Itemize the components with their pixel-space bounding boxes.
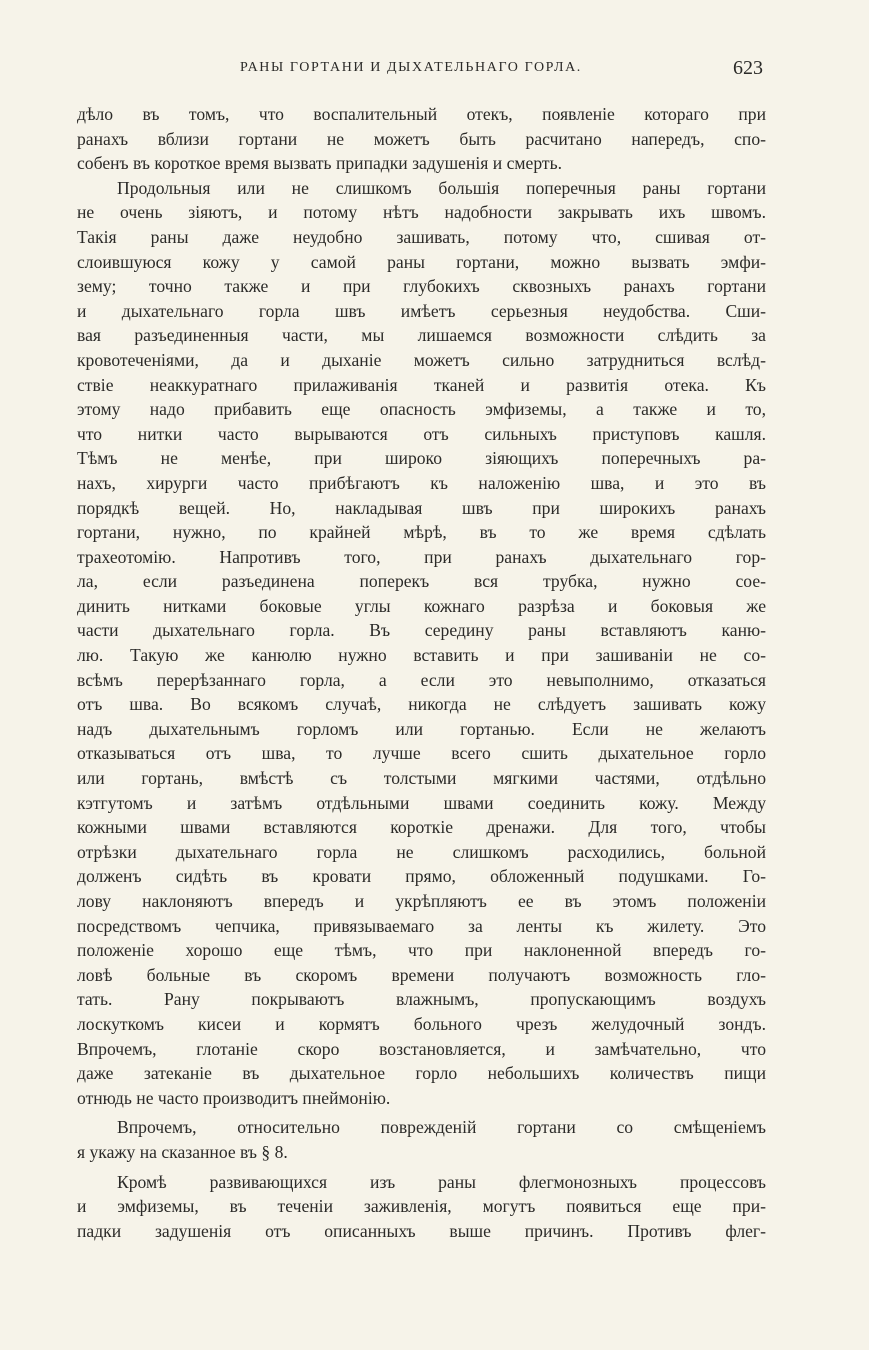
text-line: нахъ, хирурги часто прибѣгаютъ къ наложенію шва, и это въ xyxy=(77,472,766,493)
text-line: долженъ сидѣть въ кровати прямо, обложенный подушками. Го- xyxy=(77,866,766,887)
text-line: Впрочемъ, глотаніе скоро возстановляется, и замѣчательно, что xyxy=(77,1038,766,1059)
text-line: ловѣ больные въ скоромъ времени получаютъ возможность гло- xyxy=(77,964,766,985)
page-number: 623 xyxy=(733,57,763,79)
text-line: Такія раны даже неудобно зашивать, потому что, сшивая от- xyxy=(77,226,766,247)
text-line: отъ шва. Во всякомъ случаѣ, никогда не слѣдуетъ зашивать кожу xyxy=(77,694,766,715)
text-line: собенъ въ короткое время вызвать припадки задушенія и смерть. xyxy=(77,153,563,174)
text-line: Впрочемъ, относительно поврежденій гортани со смѣщеніемъ xyxy=(117,1117,766,1138)
text-line: отказываться отъ шва, то лучше всего сшить дыхательное горло xyxy=(77,743,766,764)
text-line: отнюдь не часто производитъ пнеймонію. xyxy=(77,1087,391,1108)
text-line: я укажу на сказанное въ § 8. xyxy=(77,1141,288,1162)
text-line: и эмфиземы, въ теченіи заживленія, могутъ появиться еще при- xyxy=(77,1196,766,1217)
text-line: положеніе хорошо еще тѣмъ, что при наклоненной впередъ го- xyxy=(77,940,766,961)
text-line: лю. Такую же канюлю нужно вставить и при зашиваніи не со- xyxy=(77,645,766,666)
text-line: зему; точно также и при глубокихъ сквозныхъ ранахъ гортани xyxy=(77,276,766,297)
text-line: трахеотомію. Напротивъ того, при ранахъ дыхательнаго гор- xyxy=(77,546,766,567)
text-line: дѣло въ томъ, что воспалительный отекъ, появленіе котораго при xyxy=(77,104,766,124)
body-text xyxy=(77,102,766,1243)
text-line: надъ дыхательнымъ горломъ или гортанью. Если не желаютъ xyxy=(77,718,766,739)
text-line: динить нитками боковые углы кожнаго разрѣза и боковыя же xyxy=(77,595,766,616)
text-line: посредствомъ чепчика, привязываемаго за ленты къ жилету. Это xyxy=(77,915,766,936)
text-line: порядкѣ вещей. Но, накладывая швъ при широкихъ ранахъ xyxy=(77,497,766,518)
text-line: лоскуткомъ кисеи и кормятъ больного чрезъ желудочный зондъ. xyxy=(77,1013,766,1034)
text-line: ствіе неаккуратнаго прилаживанія тканей и развитія отека. Къ xyxy=(77,374,766,395)
text-line: или гортань, вмѣстѣ съ толстыми мягкими частями, отдѣльно xyxy=(77,768,766,789)
text-line: и дыхательнаго горла швъ имѣетъ серьезныя неудобства. Сши- xyxy=(77,300,766,321)
text-line: Кромѣ развивающихся изъ раны флегмонозныхъ процессовъ xyxy=(117,1171,766,1192)
running-head xyxy=(0,57,869,84)
text-line: ла, если разъединена поперекъ вся трубка, нужно сое- xyxy=(77,571,766,592)
text-line: падки задушенія отъ описанныхъ выше причинъ. Противъ флег- xyxy=(77,1220,766,1241)
text-line: отрѣзки дыхательнаго горла не слишкомъ расходились, больной xyxy=(77,841,766,862)
running-title: РАНЫ ГОРТАНИ И ДЫХАТЕЛЬНАГО ГОРЛА. xyxy=(240,60,582,75)
text-line: этому надо прибавить еще опасность эмфиземы, а также и то, xyxy=(77,399,766,420)
text-line: что нитки часто вырываются отъ сильныхъ приступовъ кашля. xyxy=(77,423,766,444)
text-line: тать. Рану покрываютъ влажнымъ, пропускающимъ воздухъ xyxy=(77,989,766,1010)
text-line: кэтгутомъ и затѣмъ отдѣльными швами соединить кожу. Между xyxy=(77,792,766,813)
text-line: не очень зіяютъ, и потому нѣтъ надобности закрывать ихъ швомъ. xyxy=(77,202,766,223)
text-line: слоившуюся кожу у самой раны гортани, можно вызвать эмфи- xyxy=(77,251,766,272)
text-line: даже затеканіе въ дыхательное горло небольшихъ количествъ пищи xyxy=(77,1063,766,1084)
text-line: лову наклоняютъ впередъ и укрѣпляютъ ее въ этомъ положеніи xyxy=(77,891,766,911)
text-line: части дыхательнаго горла. Въ середину раны вставляютъ каню- xyxy=(77,620,766,641)
text-line: Тѣмъ не менѣе, при широко зіяющихъ поперечныхъ ра- xyxy=(77,448,766,469)
text-line: кровотеченіями, да и дыханіе можетъ сильно затрудниться вслѣд- xyxy=(77,349,766,370)
text-line: всѣмъ перерѣзаннаго горла, а если это невыполнимо, отказаться xyxy=(77,669,766,690)
text-line: вая разъединенныя части, мы лишаемся возможности слѣдить за xyxy=(77,325,766,346)
text-line: ранахъ вблизи гортани не можетъ быть расчитано напередъ, спо- xyxy=(77,128,766,149)
text-line: кожными швами вставляются короткіе дренажи. Для того, чтобы xyxy=(77,817,766,838)
text-line: Продольныя или не слишкомъ большія поперечныя раны гортани xyxy=(117,177,766,198)
text-line: гортани, нужно, по крайней мѣрѣ, въ то же время сдѣлать xyxy=(77,522,766,543)
